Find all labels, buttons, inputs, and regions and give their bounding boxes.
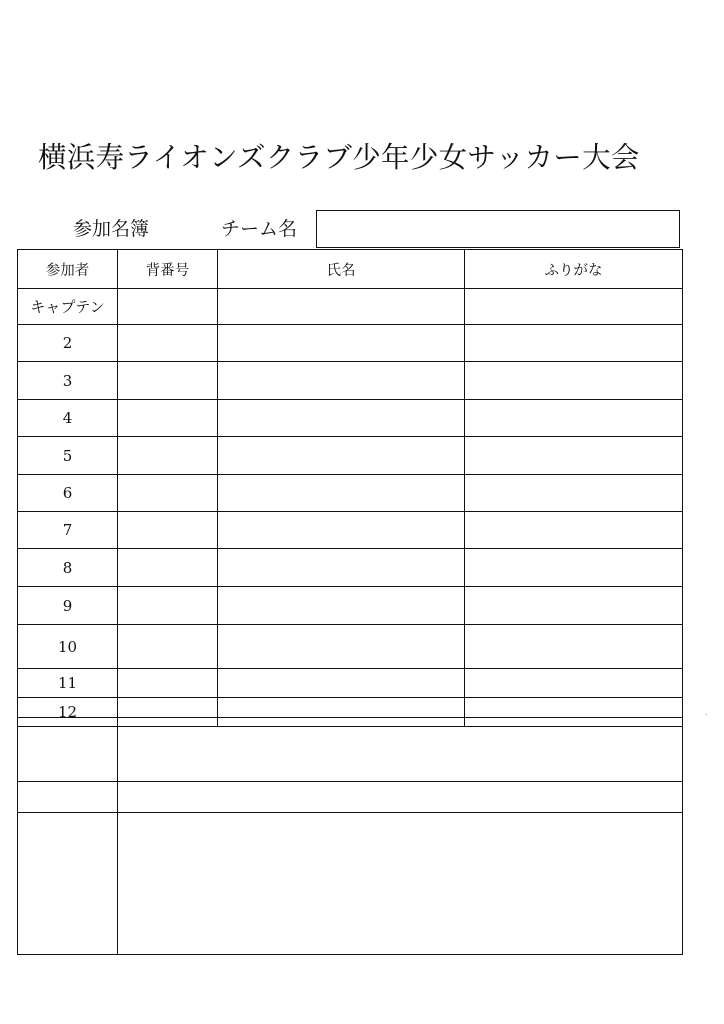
lower-section-label — [18, 782, 118, 813]
participant-cell: 11 — [18, 669, 118, 698]
table-row — [18, 512, 683, 549]
name-cell[interactable] — [218, 475, 465, 512]
furigana-cell[interactable] — [465, 362, 683, 400]
participant-cell: 5 — [18, 437, 118, 475]
name-cell[interactable] — [218, 437, 465, 475]
table-row — [18, 325, 683, 362]
number-cell[interactable] — [118, 362, 218, 400]
furigana-cell[interactable] — [465, 549, 683, 587]
number-cell[interactable] — [118, 475, 218, 512]
furigana-cell[interactable] — [465, 669, 683, 698]
header-name: 氏名 — [218, 250, 465, 289]
participant-cell: 2 — [18, 325, 118, 362]
number-cell[interactable] — [118, 587, 218, 625]
participant-cell: 3 — [18, 362, 118, 400]
table-row — [18, 475, 683, 512]
participant-cell: 7 — [18, 512, 118, 549]
lower-section-field[interactable] — [118, 813, 683, 955]
number-cell[interactable] — [118, 437, 218, 475]
header-furigana: ふりがな — [465, 250, 683, 289]
name-cell[interactable] — [218, 362, 465, 400]
table-row — [18, 437, 683, 475]
participant-cell: キャプテン — [18, 289, 118, 325]
number-cell[interactable] — [118, 549, 218, 587]
document-title: 横浜寿ライオンズクラブ少年少女サッカー大会 — [38, 141, 640, 174]
roster-label: 参加名簿 — [73, 218, 150, 240]
number-cell[interactable] — [118, 400, 218, 437]
name-cell[interactable] — [218, 549, 465, 587]
lower-section-field[interactable] — [118, 782, 683, 813]
name-cell[interactable] — [218, 587, 465, 625]
table-row — [18, 669, 683, 698]
lower-section-row — [18, 813, 683, 955]
furigana-cell[interactable] — [465, 437, 683, 475]
name-cell[interactable] — [218, 625, 465, 669]
lower-section-label — [18, 718, 118, 782]
header-participant: 参加者 — [18, 250, 118, 289]
lower-info-table — [17, 717, 683, 955]
participant-cell: 10 — [18, 625, 118, 669]
team-name-field[interactable] — [316, 210, 680, 248]
participant-cell: 12 — [18, 698, 118, 727]
furigana-cell[interactable] — [465, 289, 683, 325]
name-cell[interactable] — [218, 400, 465, 437]
participant-cell: 8 — [18, 549, 118, 587]
furigana-cell[interactable] — [465, 475, 683, 512]
name-cell[interactable] — [218, 669, 465, 698]
participant-cell: 6 — [18, 475, 118, 512]
table-row — [18, 400, 683, 437]
roster-header-row — [18, 250, 683, 289]
participant-cell: 4 — [18, 400, 118, 437]
roster-table — [17, 249, 683, 727]
header-number: 背番号 — [118, 250, 218, 289]
lower-section-label — [18, 813, 118, 955]
furigana-cell[interactable] — [465, 512, 683, 549]
furigana-cell[interactable] — [465, 587, 683, 625]
table-row — [18, 362, 683, 400]
name-cell[interactable] — [218, 325, 465, 362]
team-name-label: チーム名 — [221, 218, 298, 240]
number-cell[interactable] — [118, 289, 218, 325]
participant-cell: 9 — [18, 587, 118, 625]
lower-section-row — [18, 782, 683, 813]
number-cell[interactable] — [118, 625, 218, 669]
number-cell[interactable] — [118, 669, 218, 698]
table-row — [18, 625, 683, 669]
name-cell[interactable] — [218, 289, 465, 325]
furigana-cell[interactable] — [465, 625, 683, 669]
furigana-cell[interactable] — [465, 400, 683, 437]
table-row — [18, 587, 683, 625]
table-row — [18, 289, 683, 325]
furigana-cell[interactable] — [465, 325, 683, 362]
lower-section-field[interactable] — [118, 718, 683, 782]
table-row — [18, 549, 683, 587]
lower-section-row — [18, 718, 683, 782]
number-cell[interactable] — [118, 325, 218, 362]
number-cell[interactable] — [118, 512, 218, 549]
name-cell[interactable] — [218, 512, 465, 549]
scan-speck: . — [705, 708, 708, 717]
